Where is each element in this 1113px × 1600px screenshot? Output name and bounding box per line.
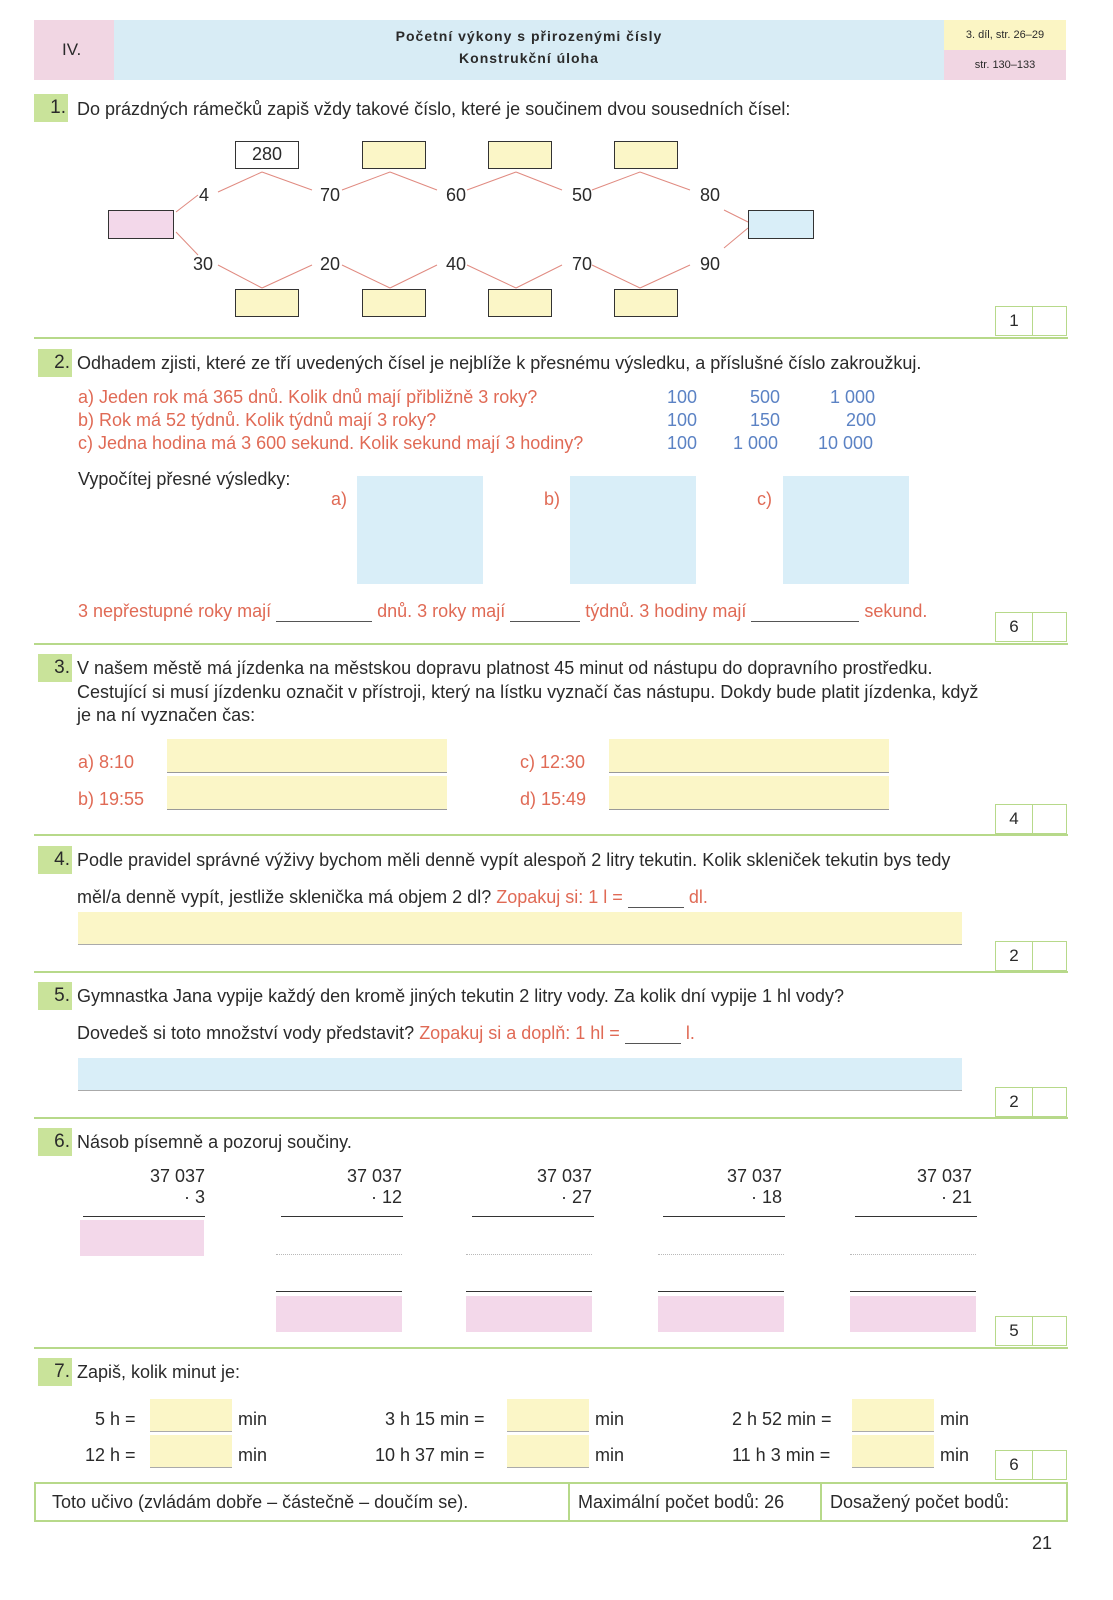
time-expression: 10 h 37 min = bbox=[375, 1445, 485, 1465]
multiplication-1 bbox=[85, 1166, 205, 1208]
hint-unit: l. bbox=[685, 1023, 695, 1043]
minutes-field[interactable] bbox=[150, 1435, 232, 1468]
task-2-row-b: b) Rok má 52 týdnů. Kolik týdnů mají 3 roky? bbox=[78, 410, 437, 430]
task-7-text: Zapiš, kolik minut je: bbox=[77, 1362, 241, 1382]
top-number: 70 bbox=[320, 185, 341, 205]
unit-label: min bbox=[238, 1445, 268, 1465]
task-1-text: Do prázdných rámečků zapiš vždy takové číslo, které je součinem dvou sousedních čísel: bbox=[77, 99, 791, 119]
answer-blank-weeks[interactable] bbox=[510, 603, 580, 622]
result-line bbox=[466, 1291, 592, 1292]
time-expression: 3 h 15 min = bbox=[385, 1409, 485, 1429]
multiplicand: 37 037 bbox=[916, 1166, 972, 1186]
achieved-points[interactable]: Dosažený počet bodů: bbox=[830, 1492, 1010, 1512]
hint-blank[interactable] bbox=[625, 1025, 681, 1044]
task-1-diagram-lines bbox=[0, 0, 1113, 340]
minutes-field[interactable] bbox=[507, 1399, 589, 1432]
multiplier: · 27 bbox=[560, 1187, 592, 1207]
task-5-hint: Zopakuj si a doplň: 1 hl = bbox=[419, 1023, 620, 1043]
reference-1: 3. díl, str. 26–29 bbox=[944, 20, 1066, 50]
score-box-2 bbox=[995, 612, 1067, 642]
calc-label-a: a) bbox=[331, 489, 348, 509]
score-value: 6 bbox=[996, 1451, 1033, 1479]
multiplication-5 bbox=[852, 1166, 972, 1208]
separator bbox=[34, 971, 1068, 973]
unit-label: min bbox=[238, 1409, 268, 1429]
multiplier: · 21 bbox=[940, 1187, 972, 1207]
option[interactable]: 100 bbox=[667, 410, 698, 430]
result-field-2[interactable] bbox=[276, 1296, 402, 1332]
task-number-2: 2. bbox=[38, 349, 72, 377]
option[interactable]: 1 000 bbox=[830, 387, 876, 407]
top-number: 60 bbox=[446, 185, 467, 205]
answer-blank-seconds[interactable] bbox=[751, 603, 859, 622]
task-number-7: 7. bbox=[38, 1358, 72, 1386]
multiplier: · 18 bbox=[750, 1187, 782, 1207]
result-field-4[interactable] bbox=[658, 1296, 784, 1332]
calc-area-a[interactable] bbox=[357, 476, 483, 584]
time-d: d) 15:49 bbox=[520, 789, 587, 809]
chapter-title: Početní výkony s přirozenými čísly bbox=[395, 28, 663, 44]
result-line bbox=[472, 1216, 594, 1217]
answer-box-left[interactable] bbox=[108, 210, 174, 239]
bottom-number: 90 bbox=[700, 254, 721, 274]
bottom-number: 30 bbox=[193, 254, 214, 274]
multiplication-3 bbox=[472, 1166, 592, 1208]
option[interactable]: 150 bbox=[750, 410, 781, 430]
score-box-6 bbox=[995, 1316, 1067, 1346]
time-b: b) 19:55 bbox=[78, 789, 145, 809]
multiplication-2 bbox=[282, 1166, 402, 1208]
answer-box-right[interactable] bbox=[748, 210, 814, 239]
top-number: 50 bbox=[572, 185, 593, 205]
multiplicand: 37 037 bbox=[536, 1166, 592, 1186]
task-number-3: 3. bbox=[38, 654, 72, 682]
answer-box-bottom-4[interactable] bbox=[614, 289, 678, 317]
result-field-1[interactable] bbox=[80, 1220, 204, 1256]
max-points: Maximální počet bodů: 26 bbox=[578, 1492, 785, 1512]
unit-label: min bbox=[595, 1409, 625, 1429]
separator bbox=[34, 337, 1068, 339]
sentence-part: 3 nepřestupné roky mají bbox=[78, 601, 272, 621]
task-number-5: 5. bbox=[38, 982, 72, 1010]
result-line bbox=[658, 1291, 784, 1292]
answer-field-4[interactable] bbox=[78, 912, 962, 945]
hint-unit: dl. bbox=[688, 887, 708, 907]
answer-box-bottom-1[interactable] bbox=[235, 289, 299, 317]
bottom-number: 70 bbox=[572, 254, 593, 274]
score-value: 5 bbox=[996, 1317, 1033, 1345]
reference-2: str. 130–133 bbox=[944, 50, 1066, 80]
bottom-number: 20 bbox=[320, 254, 341, 274]
task-number-1: 1. bbox=[34, 94, 68, 122]
sentence-part: týdnů. 3 hodiny mají bbox=[585, 601, 747, 621]
minutes-field[interactable] bbox=[507, 1435, 589, 1468]
task-number-6: 6. bbox=[38, 1128, 72, 1156]
answer-box-bottom-2[interactable] bbox=[362, 289, 426, 317]
task-4-line-1: Podle pravidel správné výživy bychom měli denně vypít alespoň 2 litry tekutin. Kolik skleniček tekutin bys tedy bbox=[77, 850, 951, 870]
task-4-line-2 bbox=[77, 886, 708, 908]
score-box-3 bbox=[995, 804, 1067, 834]
answer-field-b[interactable] bbox=[167, 776, 447, 810]
multiplier: · 12 bbox=[370, 1187, 402, 1207]
score-box-7 bbox=[995, 1450, 1067, 1480]
unit-label: min bbox=[940, 1409, 970, 1429]
page-number: 21 bbox=[1032, 1533, 1053, 1553]
footer-divider bbox=[568, 1484, 570, 1520]
result-field-3[interactable] bbox=[466, 1296, 592, 1332]
hint-blank[interactable] bbox=[628, 889, 684, 908]
answer-field-5[interactable] bbox=[78, 1058, 962, 1091]
task-5-line-2 bbox=[77, 1022, 695, 1044]
option[interactable]: 10 000 bbox=[818, 433, 874, 453]
answer-box-bottom-3[interactable] bbox=[488, 289, 552, 317]
task-3-line-1: V našem městě má jízdenka na městskou dopravu platnost 45 minut od nástupu do dopravního prostředku. bbox=[77, 658, 933, 678]
result-line bbox=[281, 1216, 403, 1217]
calc-label-b: b) bbox=[544, 489, 561, 509]
bottom-number: 40 bbox=[446, 254, 467, 274]
answer-field-d[interactable] bbox=[609, 776, 889, 810]
score-value: 6 bbox=[996, 613, 1033, 641]
time-expression: 12 h = bbox=[85, 1445, 136, 1465]
time-expression: 2 h 52 min = bbox=[732, 1409, 832, 1429]
separator bbox=[34, 1117, 1068, 1119]
sentence-part: dnů. 3 roky mají bbox=[377, 601, 506, 621]
time-expression: 5 h = bbox=[95, 1409, 136, 1429]
partial-line[interactable] bbox=[276, 1253, 402, 1255]
calc-label: Vypočítej přesné výsledky: bbox=[78, 469, 291, 489]
score-value: 4 bbox=[996, 805, 1033, 833]
multiplier: · 3 bbox=[183, 1187, 205, 1207]
top-number: 80 bbox=[700, 185, 721, 205]
answer-blank-days[interactable] bbox=[276, 603, 372, 622]
score-box-5 bbox=[995, 1087, 1067, 1117]
option[interactable]: 1 000 bbox=[733, 433, 779, 453]
time-expression: 11 h 3 min = bbox=[732, 1445, 831, 1465]
time-c: c) 12:30 bbox=[520, 752, 586, 772]
result-line bbox=[276, 1291, 402, 1292]
result-line bbox=[663, 1216, 785, 1217]
score-box-1 bbox=[995, 306, 1067, 336]
partial-line[interactable] bbox=[466, 1253, 592, 1255]
task-2-row-a: a) Jeden rok má 365 dnů. Kolik dnů mají přibližně 3 roky? bbox=[78, 387, 538, 407]
score-value: 1 bbox=[996, 307, 1033, 335]
task-3-line-3: je na ní vyznačen čas: bbox=[77, 705, 256, 725]
task-2-row-c: c) Jedna hodina má 3 600 sekund. Kolik sekund mají 3 hodiny? bbox=[78, 433, 584, 453]
partial-line[interactable] bbox=[850, 1253, 976, 1255]
top-number: 4 bbox=[199, 185, 210, 205]
score-value: 2 bbox=[996, 1088, 1033, 1116]
section-number: IV. bbox=[62, 40, 82, 59]
score-box-4 bbox=[995, 941, 1067, 971]
option[interactable]: 100 bbox=[667, 387, 698, 407]
answer-field-c[interactable] bbox=[609, 739, 889, 773]
task-4-question: měl/a denně vypít, jestliže sklenička má objem 2 dl? bbox=[77, 887, 492, 907]
result-line bbox=[850, 1291, 976, 1292]
task-6-text: Násob písemně a pozoruj součiny. bbox=[77, 1132, 352, 1152]
task-2-text: Odhadem zjisti, které ze tří uvedených čísel je nejblíže k přesnému výsledku, a příslušné číslo zakroužkuj. bbox=[77, 353, 922, 373]
multiplicand: 37 037 bbox=[149, 1166, 205, 1186]
self-assessment: Toto učivo (zvládám dobře – částečně – doučím se). bbox=[52, 1492, 469, 1512]
task-4-hint: Zopakuj si: 1 l = bbox=[496, 887, 623, 907]
multiplication-4 bbox=[662, 1166, 782, 1208]
separator bbox=[34, 834, 1068, 836]
separator bbox=[34, 643, 1068, 645]
sentence-part: sekund. bbox=[864, 601, 928, 621]
result-line bbox=[855, 1216, 977, 1217]
answer-sentence bbox=[78, 600, 927, 622]
calc-area-c[interactable] bbox=[783, 476, 909, 584]
minutes-field[interactable] bbox=[150, 1399, 232, 1432]
task-5-line-1: Gymnastka Jana vypije každý den kromě jiných tekutin 2 litry vody. Za kolik dní vypije 1 hl vody? bbox=[77, 986, 845, 1006]
multiplicand: 37 037 bbox=[346, 1166, 402, 1186]
result-line bbox=[83, 1216, 205, 1217]
answer-box-top-2[interactable] bbox=[362, 141, 426, 169]
answer-box-top-4[interactable] bbox=[614, 141, 678, 169]
option[interactable]: 200 bbox=[846, 410, 877, 430]
task-5-question: Dovedeš si toto množství vody představit? bbox=[77, 1023, 415, 1043]
example-box: 280 bbox=[235, 141, 299, 169]
calc-label-c: c) bbox=[757, 489, 772, 509]
result-field-5[interactable] bbox=[850, 1296, 976, 1332]
task-number-4: 4. bbox=[38, 846, 72, 874]
score-value: 2 bbox=[996, 942, 1033, 970]
partial-line[interactable] bbox=[658, 1253, 784, 1255]
unit-label: min bbox=[940, 1445, 970, 1465]
calc-area-b[interactable] bbox=[570, 476, 696, 584]
time-a: a) 8:10 bbox=[78, 752, 135, 772]
evaluation-footer bbox=[34, 1482, 1068, 1522]
minutes-field[interactable] bbox=[852, 1399, 934, 1432]
option[interactable]: 100 bbox=[667, 433, 698, 453]
minutes-field[interactable] bbox=[852, 1435, 934, 1468]
task-3-line-2: Cestující si musí jízdenku označit v přístroji, který na lístku vyznačí čas nástupu. Dokdy bude platit jízdenka, když bbox=[77, 682, 979, 702]
chapter-subtitle: Konstrukční úloha bbox=[459, 50, 599, 66]
answer-field-a[interactable] bbox=[167, 739, 447, 773]
unit-label: min bbox=[595, 1445, 625, 1465]
answer-box-top-3[interactable] bbox=[488, 141, 552, 169]
footer-divider bbox=[820, 1484, 822, 1520]
multiplicand: 37 037 bbox=[726, 1166, 782, 1186]
separator bbox=[34, 1347, 1068, 1349]
option[interactable]: 500 bbox=[750, 387, 781, 407]
